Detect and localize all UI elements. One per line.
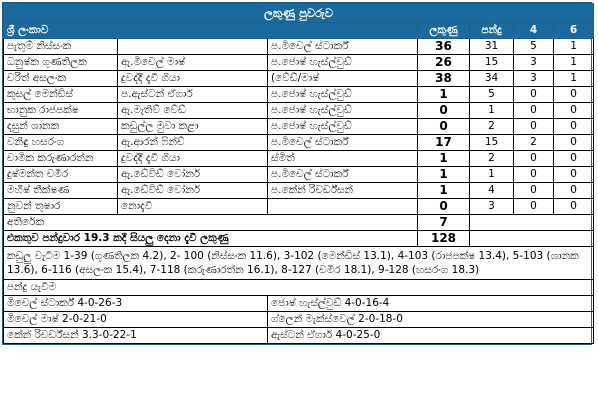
bowler: ප.මිචෙල් ස්ටාර්ක් xyxy=(268,135,418,151)
batting-table xyxy=(3,3,594,344)
batter-balls: 4 xyxy=(470,183,514,199)
batter-balls: 15 xyxy=(470,55,514,71)
bowling-figure-right: ග්ලෙන් මැක්ස්වෙල් 2-0-18-0 xyxy=(268,312,594,328)
batter-sixes: 0 xyxy=(554,135,594,151)
dismissal: දුවද්දී දැවී ගියා xyxy=(118,151,268,167)
bowler: ප.ජොෂ් හැස්ල්වුඩ් xyxy=(268,87,418,103)
dismissal: ප.ඇස්ටන් ඒගාර් xyxy=(118,87,268,103)
scorecard xyxy=(2,2,592,345)
table-row xyxy=(4,55,594,71)
table-row xyxy=(4,39,594,55)
fall-of-wickets-row xyxy=(4,247,594,280)
batter-name: කුසල් මෙන්ඩිස් xyxy=(4,87,118,103)
total-label: එකතුව පන්දුවාර 19.3 කදී සියලු දෙනා දැවී ලකුණු xyxy=(4,231,418,247)
extras-value: 7 xyxy=(418,215,470,231)
dismissal: ඇ.ආරන් ෆින්ච් xyxy=(118,135,268,151)
batter-balls: 1 xyxy=(470,167,514,183)
batter-balls: 2 xyxy=(470,151,514,167)
batter-fours: 0 xyxy=(514,167,554,183)
bowling-label: පන්දු යැවීම xyxy=(4,280,594,296)
dismissal: දුවද්දී දැවී ගියා xyxy=(118,71,268,87)
table-row xyxy=(4,183,594,199)
batter-fours: 0 xyxy=(514,199,554,215)
table-row xyxy=(4,87,594,103)
batter-fours: 0 xyxy=(514,119,554,135)
batter-name: චරිත් අසලංක xyxy=(4,71,118,87)
batter-fours: 0 xyxy=(514,87,554,103)
dismissal: ඇ.ඩේවිඩ් වෝනර් xyxy=(118,167,268,183)
extras-label: අතිරේක xyxy=(4,215,418,231)
dismissal: ඇ.ඩේවිඩ් වෝනර් xyxy=(118,183,268,199)
extras-row xyxy=(4,215,594,231)
batter-sixes: 0 xyxy=(554,119,594,135)
batter-runs: 38 xyxy=(418,71,470,87)
batter-sixes: 0 xyxy=(554,167,594,183)
bowling-row xyxy=(4,296,594,312)
table-row xyxy=(4,151,594,167)
dismissal: ඇ.මිචෙල් මාෂ් xyxy=(118,55,268,71)
batter-name: චාමික කරුණාරත්න xyxy=(4,151,118,167)
batter-balls: 3 xyxy=(470,199,514,215)
dismissal: නොදැවී xyxy=(118,199,268,215)
bowler: ප.ජොෂ් හැස්ල්වුඩ් xyxy=(268,103,418,119)
bowling-row xyxy=(4,328,594,344)
sixes-header: 6 xyxy=(554,23,594,39)
fours-header: 4 xyxy=(514,23,554,39)
total-filler xyxy=(470,231,594,247)
total-row xyxy=(4,231,594,247)
batter-runs: 0 xyxy=(418,103,470,119)
batter-sixes: 1 xyxy=(554,39,594,55)
batter-runs: 26 xyxy=(418,55,470,71)
dismissal: ඇ.මැතිව් වේඩ් xyxy=(118,103,268,119)
bowling-figure-left: කේන් රිචර්ඩ්සන් 3.3-0-22-1 xyxy=(4,328,268,344)
batter-runs: 0 xyxy=(418,199,470,215)
team-name: ශ්‍රී ලංකාව xyxy=(4,23,418,39)
batter-balls: 31 xyxy=(470,39,514,55)
bowling-row xyxy=(4,312,594,328)
batter-runs: 1 xyxy=(418,183,470,199)
batter-sixes: 0 xyxy=(554,199,594,215)
header-row xyxy=(4,23,594,39)
bowling-figure-right: ඇස්ටන් ඒගාර් 4-0-25-0 xyxy=(268,328,594,344)
bowling-figure-left: මිචෙල් ස්ටාර්ක් 4-0-26-3 xyxy=(4,296,268,312)
table-row xyxy=(4,103,594,119)
table-row xyxy=(4,167,594,183)
dismissal xyxy=(118,39,268,55)
table-row xyxy=(4,71,594,87)
batter-runs: 1 xyxy=(418,151,470,167)
bowler: ප.කේන් රිචර්ඩ්සන් xyxy=(268,183,418,199)
batter-sixes: 1 xyxy=(554,71,594,87)
batter-name: භානුක රාජපක්ෂ xyxy=(4,103,118,119)
batter-name: නුවන් තුෂාර xyxy=(4,199,118,215)
balls-header: පන්දු xyxy=(470,23,514,39)
fall-of-wickets: කඩුලු වැටීම 1-39 (ගුණතිලක 4.2), 2- 100 (නිස්සංක 11.6), 3-102 (මෙන්ඩිස් 13.1), 4-103 (රාජපක්ෂ 13.4), 5-103 (ශානක 13.6), 6-116 (අසලංක 15.4), 7-118 (කරුණාරත්න 16.1), 8-127 (චමීර 18.1), 9-128 (හසරංග 18.3) xyxy=(4,247,594,280)
batter-balls: 1 xyxy=(470,103,514,119)
bowler: (වේඩ්/මාෂ් xyxy=(268,71,418,87)
batter-balls: 5 xyxy=(470,87,514,103)
batter-fours: 3 xyxy=(514,55,554,71)
bowling-figure-right: ජොෂ් හැස්ල්වුඩ් 4-0-16-4 xyxy=(268,296,594,312)
bowler: ප.ජොෂ් හැස්ල්වුඩ් xyxy=(268,119,418,135)
batter-name: මහීෂ් තීක්ෂණ xyxy=(4,183,118,199)
bowling-figure-left: මිචෙල් මාෂ් 2-0-21-0 xyxy=(4,312,268,328)
extras-filler xyxy=(470,215,594,231)
bowler xyxy=(268,199,418,215)
runs-header: ලකුණු xyxy=(418,23,470,39)
batter-fours: 2 xyxy=(514,135,554,151)
batter-sixes: 0 xyxy=(554,183,594,199)
total-value: 128 xyxy=(418,231,470,247)
table-row xyxy=(4,119,594,135)
batter-name: ධනුෂ්ක ගුණතිලක xyxy=(4,55,118,71)
table-row xyxy=(4,199,594,215)
batter-sixes: 1 xyxy=(554,55,594,71)
batter-runs: 0 xyxy=(418,119,470,135)
bowling-header-row xyxy=(4,280,594,296)
batter-name: වනිඳු හසරංග xyxy=(4,135,118,151)
batter-name: දුෂ්මන්ත චමීර xyxy=(4,167,118,183)
scorecard-title: ලකුණු පුවරුව xyxy=(4,4,594,23)
batter-fours: 5 xyxy=(514,39,554,55)
batter-name: දසුන් ශානක xyxy=(4,119,118,135)
bowler: ප.මිචෙල් ස්ටාර්ක් xyxy=(268,39,418,55)
batter-fours: 0 xyxy=(514,103,554,119)
batter-runs: 1 xyxy=(418,167,470,183)
batter-balls: 34 xyxy=(470,71,514,87)
batter-balls: 15 xyxy=(470,135,514,151)
batter-fours: 0 xyxy=(514,183,554,199)
batter-runs: 36 xyxy=(418,39,470,55)
batter-runs: 1 xyxy=(418,87,470,103)
bowler: ස්මිත් xyxy=(268,151,418,167)
dismissal: කඩුල්ල මුවා කළා xyxy=(118,119,268,135)
bowler: ප.ජොෂ් හැස්ල්වුඩ් xyxy=(268,55,418,71)
batter-runs: 17 xyxy=(418,135,470,151)
batter-sixes: 0 xyxy=(554,103,594,119)
batter-name: පැතුම් නිස්සංක xyxy=(4,39,118,55)
table-row xyxy=(4,135,594,151)
batter-balls: 2 xyxy=(470,119,514,135)
bowler: ප.මිචෙල් ස්ටාර්ක් xyxy=(268,167,418,183)
batter-fours: 0 xyxy=(514,151,554,167)
batter-fours: 3 xyxy=(514,71,554,87)
batter-sixes: 0 xyxy=(554,87,594,103)
batter-sixes: 0 xyxy=(554,151,594,167)
